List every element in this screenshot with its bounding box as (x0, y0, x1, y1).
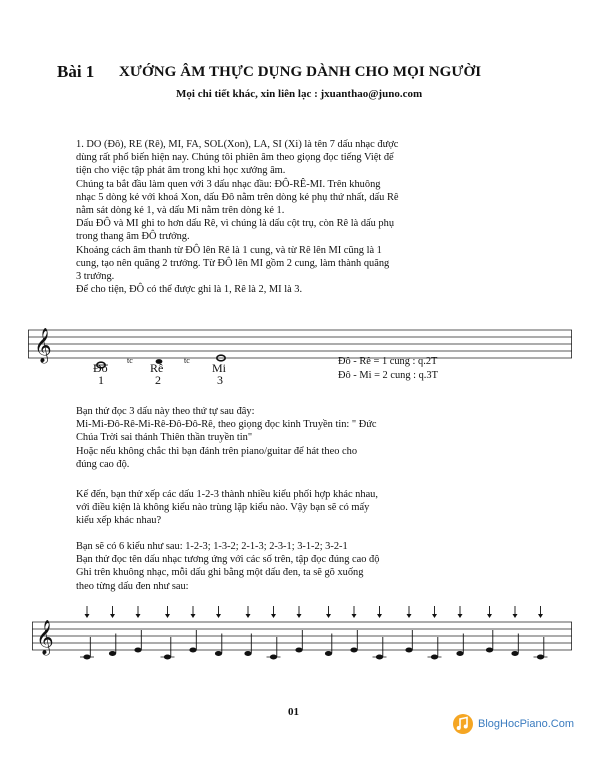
quarter-note (376, 655, 383, 660)
combination-paragraph (76, 488, 466, 528)
text-line: Để cho tiện, ĐÔ có thể được ghi là 1, Rê là 2, MI là 3. (76, 284, 303, 296)
solfa-mi: Mi (212, 361, 227, 375)
beat-mark-icon: tc (127, 356, 133, 365)
beat-arrow-head-icon (487, 614, 492, 618)
beat-arrow-head-icon (246, 614, 251, 618)
quarter-note (270, 655, 277, 660)
beat-arrow-head-icon (297, 614, 302, 618)
contact-line: Mọi chi tiết khác, xin liên lạc : jxuanthao@juno.com (176, 88, 423, 100)
watermark-text: BlogHocPiano.Com (478, 718, 574, 730)
interval-line: Đô - Mi = 2 cung : q.3T (338, 369, 438, 381)
text-line: kiểu xếp khác nhau? (76, 515, 162, 527)
beat-arrow-head-icon (407, 614, 412, 618)
text-line: dùng rất phổ biến hiện nay. Chúng tôi phiên âm theo giọng đọc tiếng Việt để (76, 152, 394, 164)
text-line: nhạc 5 dòng kẻ với khoá Xon, dấu Đô nằm trên dòng kẻ phụ thứ nhất, dấu Rê (76, 191, 399, 203)
music-staff-1 (28, 322, 572, 388)
treble-clef-icon: 𝄞 (34, 328, 52, 363)
watermark (452, 713, 574, 735)
text-line: Chúa Trời sai thánh Thiên thần truyền tin" (76, 432, 253, 444)
music-staff-2 (32, 606, 572, 666)
quarter-note (189, 648, 196, 653)
text-line: Bạn sẽ có 6 kiểu như sau: 1-2-3; 1-3-2; 2-1-3; 2-3-1; 3-1-2; 3-2-1 (76, 541, 348, 552)
quarter-note (109, 651, 116, 656)
text-line: Bạn thử đọc tên dấu nhạc tương ứng với các số trên, tập đọc đúng cao độ (76, 554, 380, 566)
text-line: đúng cao độ. (76, 458, 130, 470)
beat-arrow-head-icon (165, 614, 170, 618)
intro-paragraph (76, 138, 466, 296)
text-line: Bạn thử đọc 3 dấu này theo thứ tự sau đây: (76, 406, 255, 417)
beat-arrow-head-icon (458, 614, 463, 618)
beat-arrow-head-icon (513, 614, 518, 618)
page-number: 01 (288, 706, 299, 718)
beat-mark-icon: tc (184, 356, 190, 365)
beat-arrow-head-icon (432, 614, 437, 618)
beat-arrow-head-icon (191, 614, 196, 618)
beat-arrow-head-icon (85, 614, 90, 618)
beat-arrow-head-icon (352, 614, 357, 618)
quarter-note (405, 648, 412, 653)
lesson-number: Bài 1 (57, 62, 95, 81)
number-1: 1 (98, 373, 104, 387)
number-2: 2 (155, 373, 161, 387)
quarter-note (431, 655, 438, 660)
music-note-logo-icon (452, 713, 474, 735)
quarter-note (537, 655, 544, 660)
text-line: Chúng ta bắt đầu làm quen với 3 dấu nhạc đầu: ĐÔ-RÊ-MI. Trên khuông (76, 178, 381, 190)
answer-paragraph (76, 540, 466, 593)
solfa-do: Đô (93, 361, 108, 375)
text-line: Khoảng cách âm thanh từ ĐÔ lên Rê là 1 cung, và từ Rê lên MI cũng là 1 (76, 244, 382, 256)
solfa-re: Rê (150, 361, 164, 375)
text-line: 1. DO (Đô), RE (Rê), MI, FA, SOL(Xon), LA, SI (Xi) là tên 7 dấu nhạc được (76, 139, 399, 150)
interval-line: Đô - Rê = 1 cung : q.2T (338, 356, 438, 367)
beat-arrow-head-icon (538, 614, 543, 618)
reading-paragraph (76, 405, 466, 471)
text-line: 3 trưởng. (76, 271, 115, 283)
beat-arrow-head-icon (110, 614, 115, 618)
beat-arrow-head-icon (326, 614, 331, 618)
text-line: Dấu ĐÔ và MI ghi to hơn dấu Rê, vì chúng là dấu cột trụ, còn Rê là dấu phụ (76, 218, 395, 230)
text-line: Ghi trên khuông nhạc, mỗi dấu ghi bằng một dấu đen, ta sẽ gõ xuống (76, 567, 364, 579)
quarter-note (295, 648, 302, 653)
text-line: theo từng dấu đen như sau: (76, 580, 189, 592)
text-line: Hoặc nếu không chắc thì bạn đánh trên piano/guitar để hát theo cho (76, 445, 358, 457)
text-line: cung, tạo nên quãng 2 trưởng. Từ ĐÔ lên MI gồm 2 cung, làm thành quãng (76, 257, 390, 269)
quarter-note (350, 648, 357, 653)
interval-notes (338, 355, 438, 382)
beat-arrow-head-icon (136, 614, 141, 618)
quarter-note (83, 655, 90, 660)
quarter-note (164, 655, 171, 660)
beat-arrow-head-icon (377, 614, 382, 618)
quarter-note (325, 651, 332, 656)
beat-arrow-head-icon (271, 614, 276, 618)
treble-clef-icon: 𝄞 (36, 620, 54, 655)
text-line: Kế đến, bạn thử xếp các dấu 1-2-3 thành nhiều kiểu phối hợp khác nhau, (76, 489, 378, 500)
page-title: XƯỚNG ÂM THỰC DỤNG DÀNH CHO MỌI NGƯỜI (119, 64, 482, 80)
text-line: Mi-Mi-Đô-Rê-Mi-Rê-Đô-Đô-Rê, theo giọng đọc kinh Truyền tin: " Đức (76, 419, 377, 431)
number-3: 3 (217, 373, 223, 387)
text-line: trong thang âm ĐÔ trưởng. (76, 231, 190, 243)
beat-arrow-head-icon (216, 614, 221, 618)
quarter-note (215, 651, 222, 656)
quarter-note (511, 651, 518, 656)
quarter-note (134, 648, 141, 653)
text-line: tiện cho việc tập phát âm trong khi học xướng âm. (76, 165, 286, 177)
text-line: nằm sát dòng kẻ 1, và dấu Mi nằm trên dòng kẻ 1. (76, 205, 285, 217)
quarter-note (244, 651, 251, 656)
text-line: với điều kiện là không kiểu nào trùng lặp kiểu nào. Vậy bạn sẽ có mấy (76, 502, 370, 514)
quarter-note (456, 651, 463, 656)
quarter-note (486, 648, 493, 653)
